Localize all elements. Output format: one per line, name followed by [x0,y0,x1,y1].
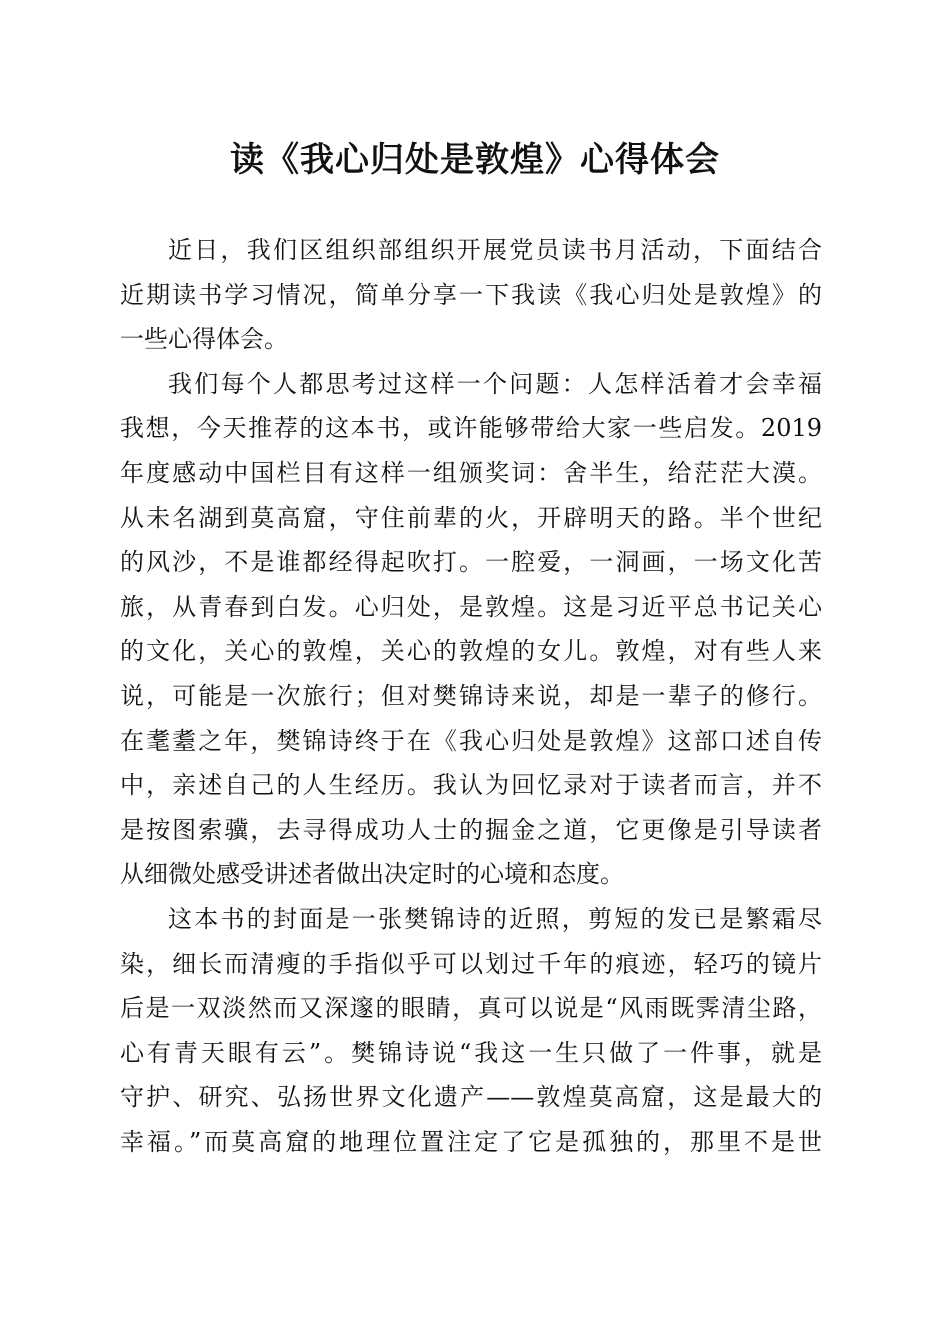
text-line: 幸福。”而莫高窟的地理位置注定了它是孤独的，那里不是世 [120,1127,822,1156]
text-line: 从未名湖到莫高窟，守住前辈的火，开辟明天的路。半个世纪 [120,503,822,532]
text-line: 年度感动中国栏目有这样一组颁奖词：舍半生，给茫茫大漠。 [120,458,822,487]
document-title: 读《我心归处是敦煌》心得体会 [230,140,720,180]
text-line: 从细微处感受讲述者做出决定时的心境和态度。 [120,860,624,889]
paragraph-3 [120,897,822,1165]
text-line: 的风沙，不是谁都经得起吹打。一腔爱，一洞画，一场文化苦 [120,548,822,577]
text-line: 这本书的封面是一张樊锦诗的近照，剪短的发已是繁霜尽 [168,904,822,933]
text-line: 我们每个人都思考过这样一个问题：人怎样活着才会幸福 [168,369,822,398]
text-line: 在耄耋之年，樊锦诗终于在《我心归处是敦煌》这部口述自传 [120,726,822,755]
text-line: 心有青天眼有云”。樊锦诗说“我这一生只做了一件事，就是 [120,1038,822,1067]
text-line: 染，细长而清瘦的手指似乎可以划过千年的痕迹，轻巧的镜片 [120,949,822,978]
text-line: 是按图索骥，去寻得成功人士的掘金之道，它更像是引导读者 [120,815,822,844]
text-line: 近日，我们区组织部组织开展党员读书月活动，下面结合 [168,236,822,264]
paragraph-2 [120,362,822,897]
paragraph-1 [120,228,822,362]
document-body [120,228,822,1164]
text-line: 中，亲述自己的人生经历。我认为回忆录对于读者而言，并不 [120,771,822,800]
text-line: 一些心得体会。 [120,325,288,354]
text-line: 守护、研究、弘扬世界文化遗产——敦煌莫高窟，这是最大的 [120,1083,822,1112]
text-line: 说，可能是一次旅行；但对樊锦诗来说，却是一辈子的修行。 [120,681,822,710]
text-line: 我想，今天推荐的这本书，或许能够带给大家一些启发。2019 [120,414,822,443]
text-line: 旅，从青春到白发。心归处，是敦煌。这是习近平总书记关心 [120,592,822,621]
text-line: 后是一双淡然而又深邃的眼睛，真可以说是“风雨既霁清尘路， [120,994,822,1023]
text-line: 近期读书学习情况，简单分享一下我读《我心归处是敦煌》的 [120,280,822,309]
text-line: 的文化，关心的敦煌，关心的敦煌的女儿。敦煌，对有些人来 [120,637,822,666]
